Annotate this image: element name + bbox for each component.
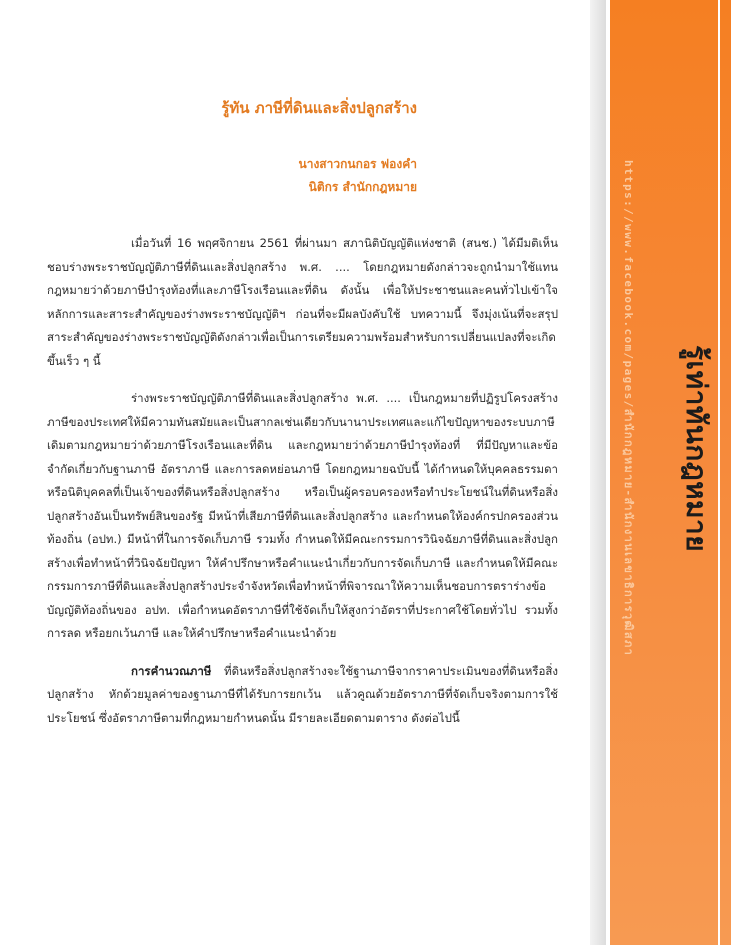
sidebar-title: รู้เท่าทันกฎหมาย xyxy=(680,345,713,553)
article-body xyxy=(47,232,558,744)
author-position: นิติกร สำนักกฎหมาย xyxy=(308,180,417,194)
paragraph-1: เมื่อวันที่ 16 พฤศจิกายน 2561 ที่ผ่านมา สภานิติบัญญัติแห่งชาติ (สนช.) ได้มีมติเห็นชอบร่างพระราชบัญญัติภาษีที่ดินและสิ่งปลูกสร้าง พ.ศ. .... โดยกฎหมายดังกล่าวจะถูกนำมาใช้แทนกฎหมายว่าด้วยภาษีบำรุงท้องที่และภาษีโรงเรือนและที่ดิน ดังนั้น เพื่อให้ประชาชนและคนทั่วไปเข้าใจหลักการและสาระสำคัญของร่างพระราชบัญญัติฯ ก่อนที่จะมีผลบังคับใช้ บทความนี้ จึงมุ่งเน้นที่จะสรุปสาระสำคัญของร่างพระราชบัญญัติดังกล่าวเพื่อเป็นการเตรียมความพร้อมสำหรับการเปลี่ยนแปลงที่จะเกิดขึ้นเร็ว ๆ นี้ xyxy=(47,236,558,368)
paragraph-3-text: ที่ดินหรือสิ่งปลูกสร้างจะใช้ฐานภาษีจากราคาประเมินของที่ดินหรือสิ่งปลูกสร้าง หักด้วยมูลค่าของฐานภาษีที่ได้รับการยกเว้น แล้วคูณด้วยอัตราภาษีที่จัดเก็บจริงตามการใช้ประโยชน์ ซึ่งอัตราภาษีตามที่กฎหมายกำหนดนั้น มีรายละเอียดตามตาราง ดังต่อไปนี้ xyxy=(47,663,558,725)
paragraph-3-lead: การคำนวณภาษี xyxy=(131,663,212,678)
author-block xyxy=(299,153,418,199)
author-name: นางสาวกนกอร ฟองคำ xyxy=(298,157,417,171)
page-gutter xyxy=(590,0,606,945)
paragraph-3 xyxy=(47,660,558,731)
article-title: รู้ทัน ภาษีที่ดินและสิ่งปลูกสร้าง xyxy=(221,99,417,117)
sidebar-url[interactable]: https://www.facebook.com/pages/สำนักกฎหมาย-สำนักงานเลขาธิการวุฒิสภา xyxy=(622,160,635,657)
sidebar-divider xyxy=(718,0,720,945)
paragraph-2: ร่างพระราชบัญญัติภาษีที่ดินและสิ่งปลูกสร้าง พ.ศ. .... เป็นกฎหมายที่ปฏิรูปโครงสร้างภาษีของประเทศให้มีความทันสมัยและเป็นสากลเช่นเดียวกับนานาประเทศและแก้ไขปัญหาของระบบภาษีเดิมตามกฎหมายว่าด้วยภาษีโรงเรือนและที่ดิน และกฎหมายว่าด้วยภาษีบำรุงท้องที่ ที่มีปัญหาและข้อจำกัดเกี่ยวกับฐานภาษี อัตราภาษี และการลดหย่อนภาษี โดยกฎหมายฉบับนี้ ได้กำหนดให้บุคคลธรรมดาหรือนิติบุคคลที่เป็นเจ้าของที่ดินหรือสิ่งปลูกสร้าง หรือเป็นผู้ครอบครองหรือทำประโยชน์ในที่ดินหรือสิ่งปลูกสร้างอันเป็นทรัพย์สินของรัฐ มีหน้าที่เสียภาษีที่ดินและสิ่งปลูกสร้าง และกำหนดให้องค์กรปกครองส่วนท้องถิ่น (อปท.) มีหน้าที่ในการจัดเก็บภาษี รวมทั้ง กำหนดให้มีคณะกรรมการวินิจฉัยภาษีที่ดินและสิ่งปลูกสร้างเพื่อทำหน้าที่วินิจฉัยปัญหา ให้คำปรึกษาหรือคำแนะนำเกี่ยวกับการจัดเก็บภาษี และกำหนดให้มีคณะกรรมการภาษีที่ดินและสิ่งปลูกสร้างประจำจังหวัดเพื่อทำหน้าที่พิจารณาให้ความเห็นชอบการตราร่างข้อบัญญัติท้องถิ่นของ อปท. เพื่อกำหนดอัตราภาษีที่ใช้จัดเก็บให้สูงกว่าอัตราที่ประกาศใช้โดยทั่วไป รวมทั้งการลด หรือยกเว้นภาษี และให้คำปรึกษาหรือคำแนะนำด้วย xyxy=(47,391,558,640)
